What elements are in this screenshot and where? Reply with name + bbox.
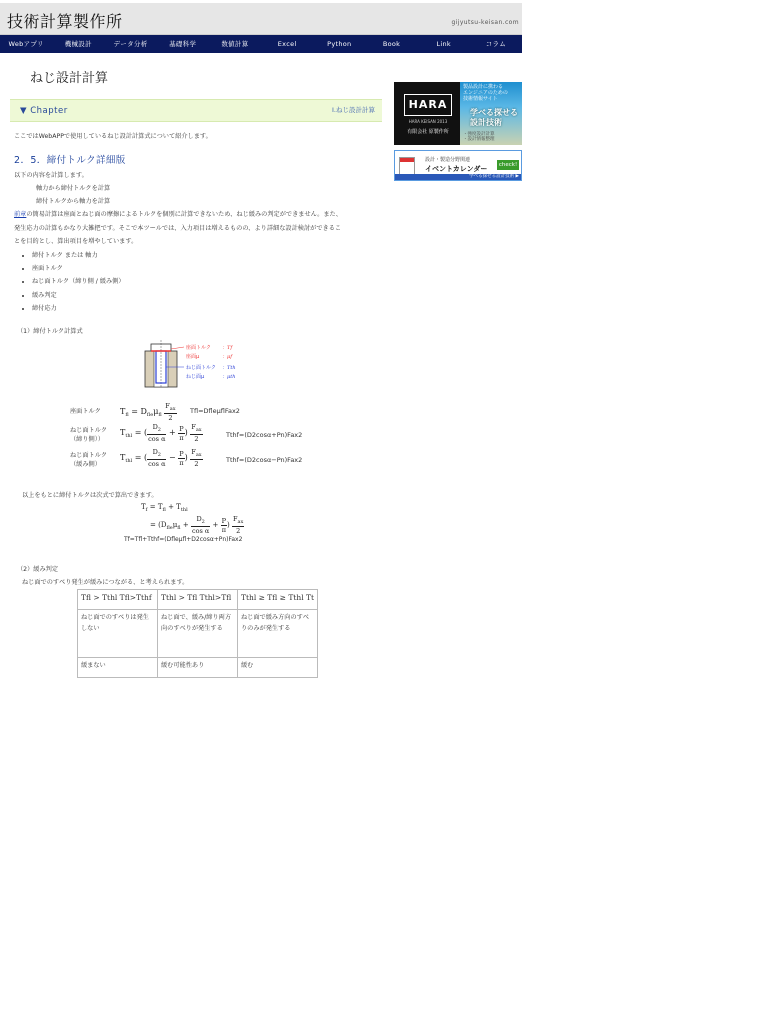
table-cell: 緩む	[238, 658, 318, 678]
list-item: • 締付トルク または 軸力	[32, 249, 125, 262]
formula-label-line: （緩み側）	[70, 461, 101, 468]
symbol-muth: ：μth	[222, 374, 236, 380]
section-heading: 2．5．締付トルク詳細版	[14, 155, 126, 166]
nav-item-basic-science[interactable]: 基礎科学	[169, 40, 197, 48]
table-row	[78, 610, 318, 658]
paragraph-text: の簡易計算は座面とねじ面の摩擦によるトルクを個別に計算できないため、ねじ緩みの判定ができません。また、	[26, 211, 342, 218]
prev-chapter-link[interactable]: 前章	[14, 211, 27, 218]
page-title: ねじ設計計算	[30, 71, 109, 86]
formula-total-line1: $T_f = T_{fl} + T_{thl}$	[141, 503, 188, 513]
hara-tagline: HARA KEISAN 2013	[408, 119, 448, 124]
formula-total-line2: = ($D_{fle}\mu_{fl}$ + $\frac{D_2}{\text{cos α}}$ + $\frac{P}{\pi}$ ) $\frac{F_{ax}}{2}$	[150, 515, 244, 535]
site-header	[0, 3, 522, 35]
paragraph-line: とを目的とし、算出項目を増やしています。	[14, 238, 138, 245]
formula-text: Tthf=(D2cosα−Pn)Fax2	[226, 456, 303, 464]
formula-text: Tthf=(D2cosα+Pn)Fax2	[226, 431, 303, 439]
section2-title: （2）緩み判定	[17, 566, 59, 573]
nav-item-column[interactable]: コラム	[485, 40, 507, 48]
section2-desc: ねじ面でのすべり発生が緩みにつながる、と考えられます。	[22, 579, 189, 586]
table-header: Tfl > Tthl Tfl>Tthf	[78, 590, 158, 610]
hara-banner[interactable]	[394, 82, 522, 145]
hara-banner-caption: 製品設計に携わる エンジニアのための 技術情報サイト	[463, 84, 508, 102]
hara-logo: HARA	[404, 94, 452, 116]
output-list	[22, 249, 125, 315]
event-banner-caption: 設計・製造分野関連	[425, 157, 471, 163]
fraction: $\frac{F_{ax}}{2}$	[165, 402, 176, 422]
table-cell: 緩む可能性あり	[158, 658, 238, 678]
seat-mu-label: 座面μ	[186, 354, 200, 360]
intro-text: ここではWebAPPで使用しているねじ設計計算式について紹介します。	[14, 133, 212, 140]
calc-item: 締付トルクから軸力を計算	[36, 198, 111, 205]
main-nav	[0, 35, 522, 53]
event-banner-strip: 学べる探せる設計技術 ▶	[395, 174, 521, 180]
hara-banner-right	[460, 82, 522, 145]
leader-line	[171, 347, 184, 349]
list-item: • 締付応力	[32, 302, 125, 315]
paragraph-line	[14, 209, 342, 218]
formula-thread-torque-loosen: $T_{thl}$ = ( $\frac{D_2}{\text{cos α}}$ − $\frac{P}{\pi}$ ) $\frac{F_{ax}}{2}$	[120, 448, 202, 468]
nav-item-webapp[interactable]: Webアプリ	[8, 40, 44, 48]
symbol-tth: ：Tth	[222, 365, 236, 371]
table-cell: ねじ面で、緩み/締り両方向のすべりが発生する	[158, 610, 238, 658]
bolt-diagram	[140, 340, 250, 390]
list-item: • 緩み判定	[32, 289, 125, 302]
nav-item-link[interactable]: Link	[436, 40, 451, 48]
formula-seat-torque: $T_{fl} = D_{fle}\mu_{fl}$ $\frac{F_{ax}}{2}$	[120, 402, 176, 422]
site-title[interactable]: 技術計算製作所	[7, 12, 123, 31]
symbol-tf: ：Tf	[222, 345, 233, 351]
formula-label-line: 座面トルク	[70, 408, 101, 415]
calc-intro: 以下の内容を計算します。	[14, 172, 88, 179]
formula-label	[70, 451, 107, 469]
table-header: Tthl ≥ Tfl ≥ Tthl Tt	[238, 590, 318, 610]
table-row	[78, 658, 318, 678]
chapter-bar[interactable]	[10, 99, 382, 122]
table-header: Tthl > Tfl Tthl>Tfl	[158, 590, 238, 610]
sum-intro: 以上をもとに締付トルクは次式で算出できます。	[22, 492, 158, 499]
nav-item-book[interactable]: Book	[382, 40, 401, 48]
nav-item-mechanical-design[interactable]: 機械設計	[64, 40, 92, 48]
site-domain: gijyutsu-keisan.com	[451, 19, 519, 26]
hara-company: 有限会社 原製作所	[407, 129, 449, 135]
event-check-button[interactable]: check!	[498, 162, 518, 168]
chapter-label[interactable]: ▼ Chapter	[20, 106, 68, 116]
table-cell: 緩まない	[78, 658, 158, 678]
formula-text: Tf=Tfl+Tthf=(Dfleμfl+D2cosα+Pn)Fax2	[124, 536, 243, 543]
symbol-muf: ：μf	[222, 354, 233, 360]
formula-label-line: ねじ面トルク	[70, 427, 108, 434]
formula-text: Tfl=DfleμflFax2	[190, 407, 240, 415]
paragraph-line: 発生応力の計算もかなり大雑把です。そこで本ツールでは、入力項目は増えるものの、より詳細な設計検討ができるこ	[14, 225, 342, 232]
list-item: • ねじ面トルク（締り側 / 緩み側）	[32, 275, 125, 288]
section1-title: （1）締付トルク計算式	[17, 328, 83, 335]
hara-banner-headline: 学べる探せる 設計技術	[470, 108, 518, 127]
formula-label-line: （締り側））	[70, 436, 105, 443]
nav-item-python[interactable]: Python	[327, 40, 352, 48]
thread-torque-label: ねじ面トルク	[186, 365, 216, 371]
formula-label-line: ねじ面トルク	[70, 452, 108, 459]
formula-label	[70, 426, 107, 444]
formula-thread-torque-tighten: $T_{thl}$ = ( $\frac{D_2}{\text{cos α}}$ + $\frac{P}{\pi}$ ) $\frac{F_{ax}}{2}$	[120, 423, 202, 443]
table-cell: ねじ面で緩み方向のすべりのみが発生する	[238, 610, 318, 658]
table-header-row	[78, 590, 318, 610]
calc-item: 軸力から締付トルクを計算	[36, 185, 111, 192]
event-banner-title: イベントカレンダー	[425, 165, 488, 173]
thread-mu-label: ねじ面μ	[186, 374, 205, 380]
list-item: • 座面トルク	[32, 262, 125, 275]
calendar-icon	[399, 157, 415, 175]
nav-item-numerical-calc[interactable]: 数値計算	[221, 40, 249, 48]
table-cell: ねじ面でのすべりは発生しない	[78, 610, 158, 658]
hara-banner-left	[394, 82, 460, 145]
hara-banner-note: ・強度設計計算 ・設計情報整理	[463, 132, 495, 142]
seat-torque-label: 座面トルク	[186, 345, 211, 351]
loosening-table	[77, 589, 318, 678]
nav-item-excel[interactable]: Excel	[277, 40, 297, 48]
nav-item-data-analysis[interactable]: データ分析	[113, 40, 148, 48]
formula-label	[70, 407, 101, 416]
event-calendar-banner[interactable]	[394, 150, 522, 181]
chapter-link[interactable]: I.ねじ設計計算	[332, 106, 375, 114]
